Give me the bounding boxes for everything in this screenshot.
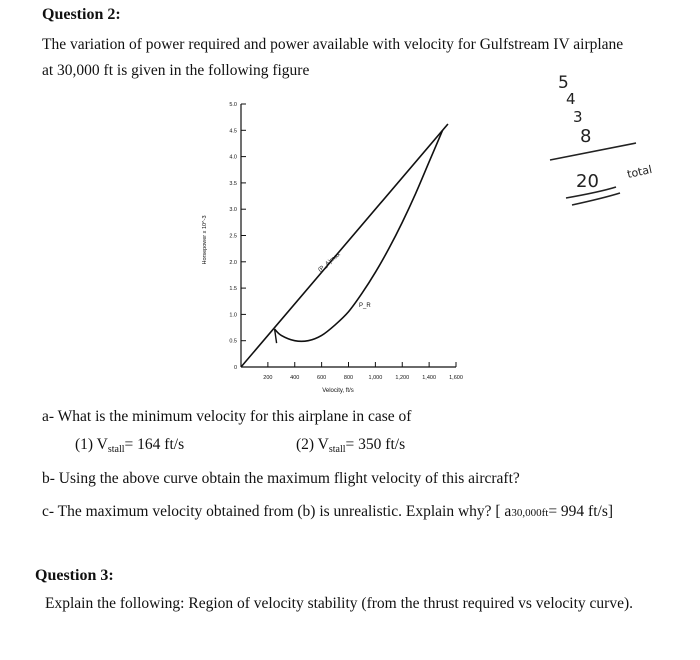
question-3-title: Question 3: [35,567,114,584]
part-c-value: = 994 ft/s] [548,503,614,520]
chart-axes [241,104,456,367]
series-label-pr: P_R [359,303,371,309]
handwritten-mark-2: 4 [566,90,576,108]
part-a-option-2 [296,436,405,454]
x-tick-label: 1,600 [449,375,463,381]
y-tick-label: 2.0 [229,259,237,266]
y-tick-label: 1.5 [229,286,237,293]
part-a-question: a- What is the minimum velocity for this airplane in case of [42,408,412,425]
x-tick-label: 1,000 [368,375,383,381]
option-1-prefix: (1) V [75,436,108,453]
y-tick-label: 1.0 [229,312,237,319]
part-a-option-1 [75,436,184,454]
y-tick-label: 4.5 [229,128,237,135]
part-c-question [42,503,613,521]
x-axis-label: Velocity, ft/s [322,388,354,394]
x-tick-label: 1,400 [422,375,437,381]
y-axis-label: Horsepower x 10^-3 [202,215,208,265]
handwritten-mark-1: 5 [558,73,569,93]
x-tick-label: 400 [290,375,300,381]
x-tick-label: 800 [343,375,354,381]
series-line-pr [275,130,443,341]
y-tick-label: 4.0 [229,154,237,161]
y-tick-label: 5.0 [229,102,237,108]
y-tick-label: 3.0 [229,207,237,214]
y-axis-ticks [229,102,246,371]
handwritten-total-label: total [625,162,654,181]
x-axis-ticks [263,362,463,381]
question-2-title: Question 2: [42,6,121,23]
part-c-subscript: 30,000ft [511,507,549,519]
x-tick-label: 200 [263,375,273,381]
x-tick-label: 1,200 [395,375,410,381]
x-tick-label: 600 [317,375,327,381]
handwritten-sum-line [550,143,636,160]
handwritten-mark-3: 3 [573,108,583,126]
chart-series [241,124,448,367]
handwritten-mark-4: 8 [580,126,592,147]
question-3-text: Explain the following: Region of velocity stability (from the thrust required vs velocity curve). [45,595,634,612]
y-tick-label: 0.5 [229,338,237,345]
handwritten-total: 20 [576,171,599,192]
series-line-pa-max [241,124,448,367]
option-1-subscript: stall [107,444,125,455]
option-2-prefix: (2) V [296,436,329,453]
y-tick-label: 3.5 [229,180,237,187]
question-2-intro-line-1: The variation of power required and power available with velocity for Gulfstream IV airplane [42,36,624,53]
y-tick-label: 2.5 [229,233,237,240]
option-2-subscript: stall [328,444,346,455]
option-1-value: = 164 ft/s [124,436,185,453]
handwritten-marks [550,73,653,205]
y-tick-label: 0 [233,365,237,371]
option-2-value: = 350 ft/s [345,436,406,453]
part-b-question: b- Using the above curve obtain the maximum flight velocity of this aircraft? [42,470,520,487]
series-label-pa-max: (P_A)max [317,251,342,274]
part-c-text: c- The maximum velocity obtained from (b) is unrealistic. Explain why? [ a [42,503,512,520]
question-2-intro-line-2: at 30,000 ft is given in the following figure [42,62,310,79]
